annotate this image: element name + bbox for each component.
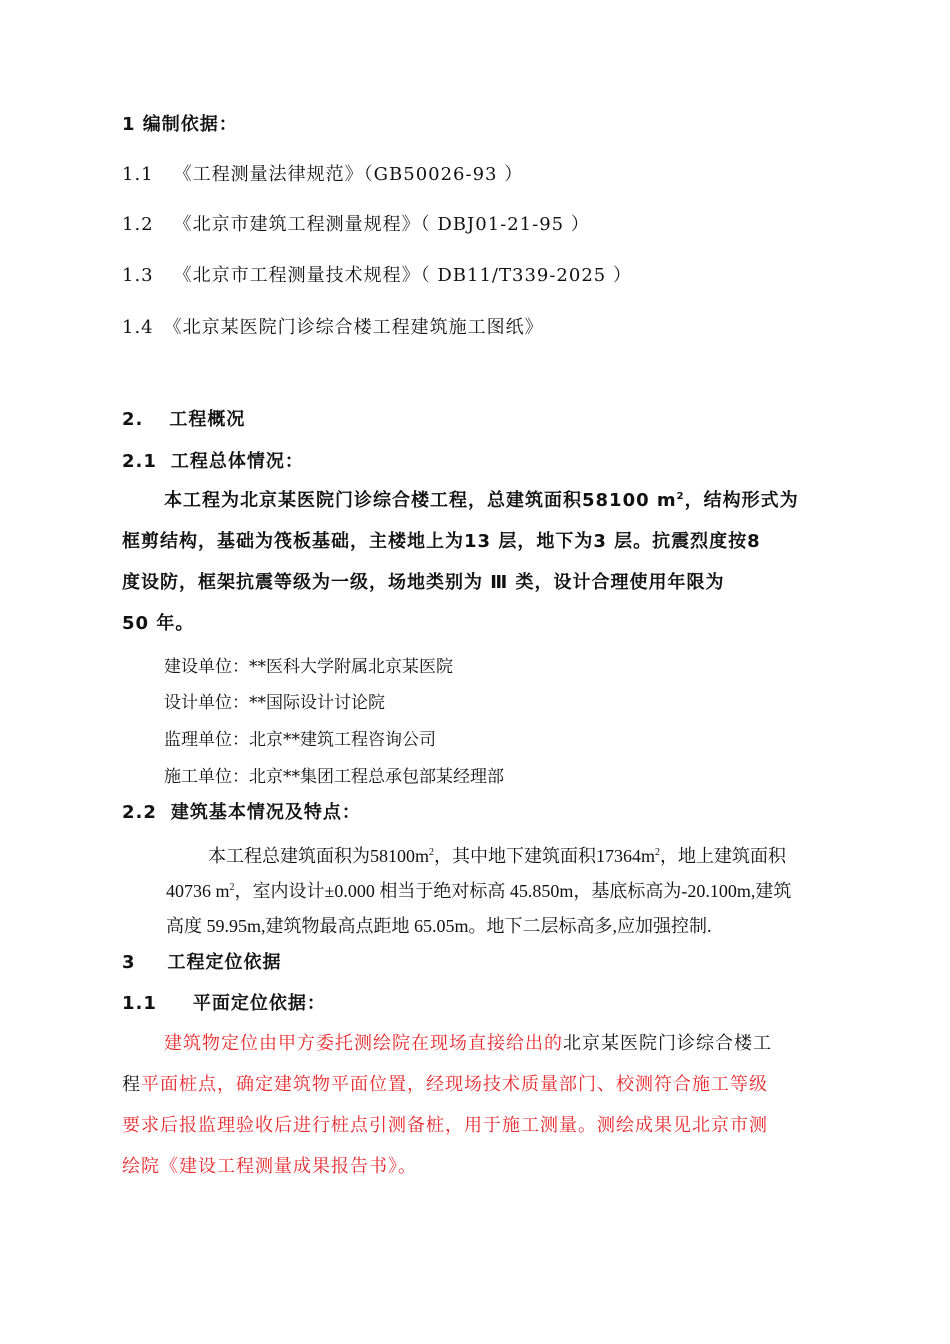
subsection-number: 2.1 xyxy=(122,451,157,472)
positioning-paragraph-line: 程平面桩点，确定建筑物平面位置，经现场技术质量部门、校测符合施工等级 xyxy=(122,1074,768,1095)
reference-item xyxy=(122,160,523,186)
positioning-paragraph-line: 要求后报监理验收后进行桩点引测备桩，用于施工测量。测绘成果见北京市测 xyxy=(122,1115,768,1136)
unit-line-supervisor: 监理单位：北京**建筑工程咨询公司 xyxy=(164,730,436,750)
subsection-title: 建筑基本情况及特点： xyxy=(170,802,361,823)
overview-paragraph-line: 框剪结构，基础为筏板基础，主楼地上为13 层，地下为3 层。抗震烈度按8 xyxy=(122,531,761,552)
section-2-heading xyxy=(122,405,245,431)
reference-item xyxy=(122,313,544,339)
building-paragraph-line: 40736 $m^2$，室内设计±0.000 相当于绝对标高 45.850m，基底标高为-20.100m,建筑 xyxy=(166,881,792,901)
subsection-title: 平面定位依据： xyxy=(192,993,326,1014)
reference-number: 1.2 xyxy=(122,214,154,235)
building-paragraph-line: 本工程总建筑面积为$58100m^2$，其中地下建筑面积$17364m^2$，地上建筑面积 xyxy=(208,846,787,866)
positioning-paragraph-line: 绘院《建设工程测量成果报告书》。 xyxy=(122,1156,417,1177)
building-paragraph-line: 高度 59.95m,建筑物最高点距地 65.05m。地下二层标高多,应加强控制. xyxy=(166,916,712,936)
section-number: 2. xyxy=(122,409,144,430)
section-title: 工程概况 xyxy=(169,409,246,430)
unit-line-contractor: 施工单位：北京**集团工程总承包部某经理部 xyxy=(164,767,504,787)
reference-title: 《工程测量法律规范》（GB50026-93 ） xyxy=(173,164,524,185)
overview-paragraph-line: 本工程为北京某医院门诊综合楼工程，总建筑面积58100 $m^2$，结构形式为 xyxy=(164,490,799,511)
subsection-title: 工程总体情况： xyxy=(170,451,304,472)
subsection-number: 1.1 xyxy=(122,993,157,1014)
unit-line-owner: 建设单位：**医科大学附属北京某医院 xyxy=(164,657,453,677)
reference-number: 1.3 xyxy=(122,265,154,286)
positioning-paragraph-line: 建筑物定位由甲方委托测绘院在现场直接给出的北京某医院门诊综合楼工 xyxy=(164,1033,772,1054)
reference-title: 《北京某医院门诊综合楼工程建筑施工图纸》 xyxy=(163,317,544,338)
section-1-heading: 1 编制依据： xyxy=(122,114,238,135)
subsection-number: 2.2 xyxy=(122,802,157,823)
unit-line-designer: 设计单位：**国际设计讨论院 xyxy=(164,693,385,713)
section-3-heading xyxy=(122,948,282,974)
reference-item xyxy=(122,261,632,287)
reference-item xyxy=(122,210,590,236)
section-title: 工程定位依据 xyxy=(167,952,282,973)
overview-paragraph-line: 度设防，框架抗震等级为一级，场地类别为 Ⅲ 类，设计合理使用年限为 xyxy=(122,572,725,593)
reference-title: 《北京市工程测量技术规程》（ DB11/T339-2025 ） xyxy=(173,265,632,286)
reference-title: 《北京市建筑工程测量规程》（ DBJ01-21-95 ） xyxy=(173,214,590,235)
reference-number: 1.4 xyxy=(122,317,154,338)
subsection-2-1-heading xyxy=(122,447,304,473)
subsection-3-1-heading xyxy=(122,989,326,1015)
reference-number: 1.1 xyxy=(122,164,154,185)
section-number: 3 xyxy=(122,952,136,973)
overview-paragraph-line: 50 年。 xyxy=(122,613,195,634)
subsection-2-2-heading xyxy=(122,798,361,824)
